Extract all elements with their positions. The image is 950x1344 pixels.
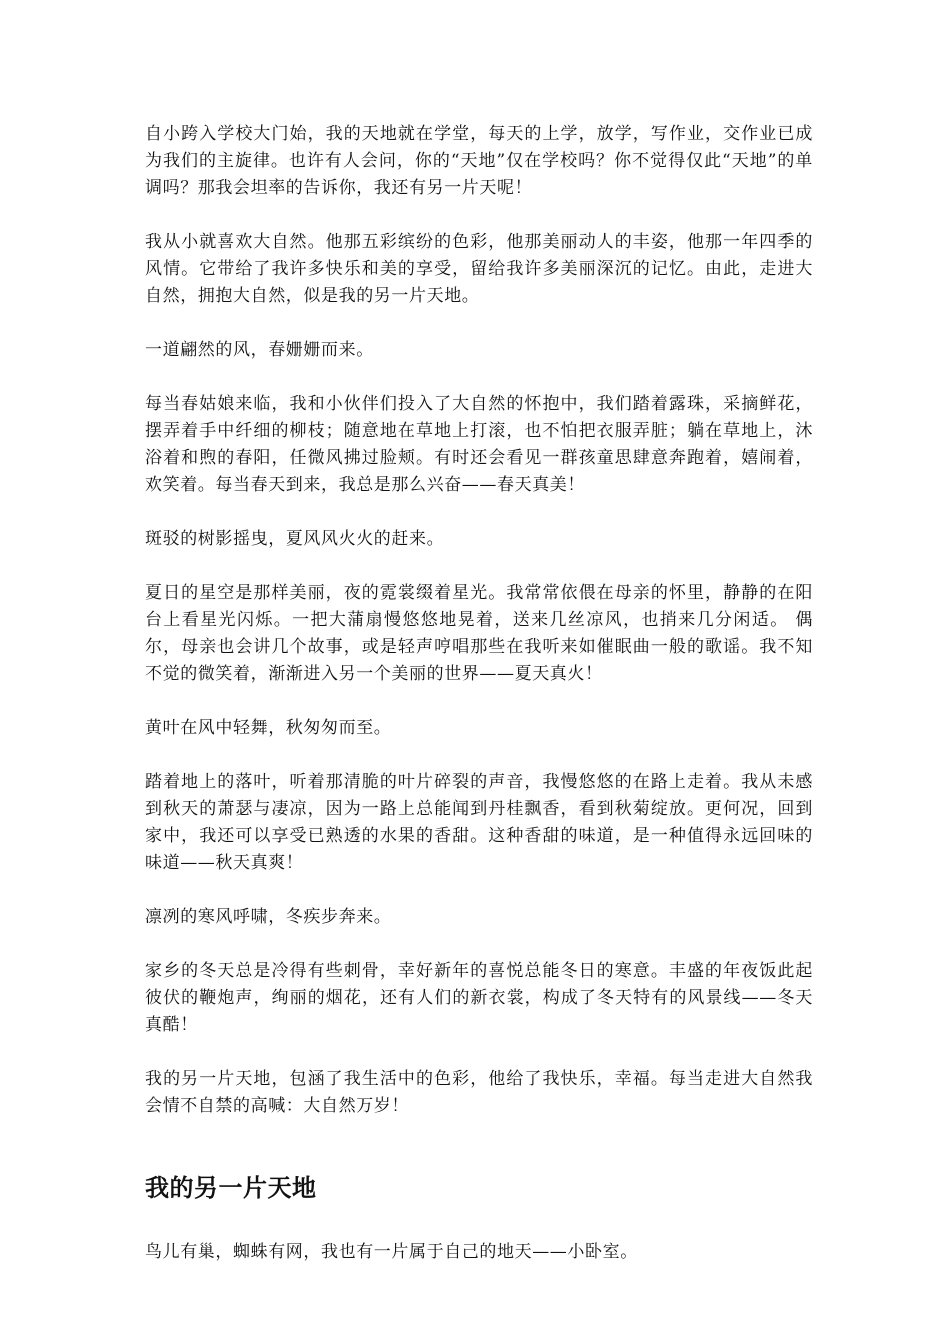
paragraph-winter: 家乡的冬天总是冷得有些刺骨，幸好新年的喜悦总能冬日的寒意。丰盛的年夜饭此起彼伏的鞭炮声，绚丽的烟花，还有人们的新衣裳，构成了冬天特有的风景线——冬天真酷！: [145, 961, 813, 1035]
paragraph-autumn-lead: 黄叶在风中轻舞，秋匆匆而至。: [145, 718, 392, 738]
paragraph-nature: 我从小就喜欢大自然。他那五彩缤纷的色彩，他那美丽动人的丰姿，他那一年四季的风情。它带给了我许多快乐和美的享受，留给我许多美丽深沉的记忆。由此，走进大自然，拥抱大自然，似是我的另一片天地。: [145, 232, 813, 306]
paragraph-second-intro: 鸟儿有巢，蜘蛛有网，我也有一片属于自己的地天——小卧室。: [145, 1242, 638, 1262]
paragraph-spring-lead: 一道翩然的风，春姗姗而来。: [145, 340, 374, 360]
paragraph-summer-lead: 斑驳的树影摇曳，夏风风火火的赶来。: [145, 529, 445, 549]
paragraph-winter-lead: 凛冽的寒风呼啸，冬疾步奔来。: [145, 907, 392, 927]
paragraph-conclusion: 我的另一片天地，包涵了我生活中的色彩，他给了我快乐，幸福。每当走进大自然我会情不自禁的高喊：大自然万岁！: [145, 1069, 813, 1116]
section-title: 我的另一片天地: [145, 1173, 317, 1202]
paragraph-spring: 每当春姑娘来临，我和小伙伴们投入了大自然的怀抱中，我们踏着露珠，采摘鲜花，摆弄着手中纤细的柳枝；随意地在草地上打滚，也不怕把衣服弄脏；躺在草地上，沐浴着和煦的春阳，任微风拂过脸颊。有时还会看见一群孩童思肆意奔跑着，嬉闹着，欢笑着。每当春天到来，我总是那么兴奋——春天真美！: [145, 394, 813, 495]
paragraph-intro: 自小跨入学校大门始，我的天地就在学堂，每天的上学，放学，写作业，交作业已成为我们的主旋律。也许有人会问，你的“天地”仅在学校吗？你不觉得仅此“天地”的单调吗？那我会坦率的告诉你，我还有另一片天呢！: [145, 124, 813, 198]
paragraph-summer: 夏日的星空是那样美丽，夜的霓裳缀着星光。我常常依偎在母亲的怀里，静静的在阳台上看星光闪烁。一把大蒲扇慢悠悠地晃着，送来几丝凉风，也捎来几分闲适。 偶尔，母亲也会讲几个故事，或是轻声哼唱那些在我听来如催眠曲一般的歌谣。我不知不觉的微笑着，渐渐进入另一个美丽的世界——夏天真火！: [145, 583, 813, 684]
paragraph-autumn: 踏着地上的落叶，听着那清脆的叶片碎裂的声音，我慢悠悠的在路上走着。我从未感到秋天的萧瑟与凄凉，因为一路上总能闻到丹桂飘香，看到秋菊绽放。更何况，回到家中，我还可以享受已熟透的水果的香甜。这种香甜的味道，是一种值得永远回味的味道——秋天真爽！: [145, 772, 813, 873]
document-body: [145, 121, 813, 1293]
